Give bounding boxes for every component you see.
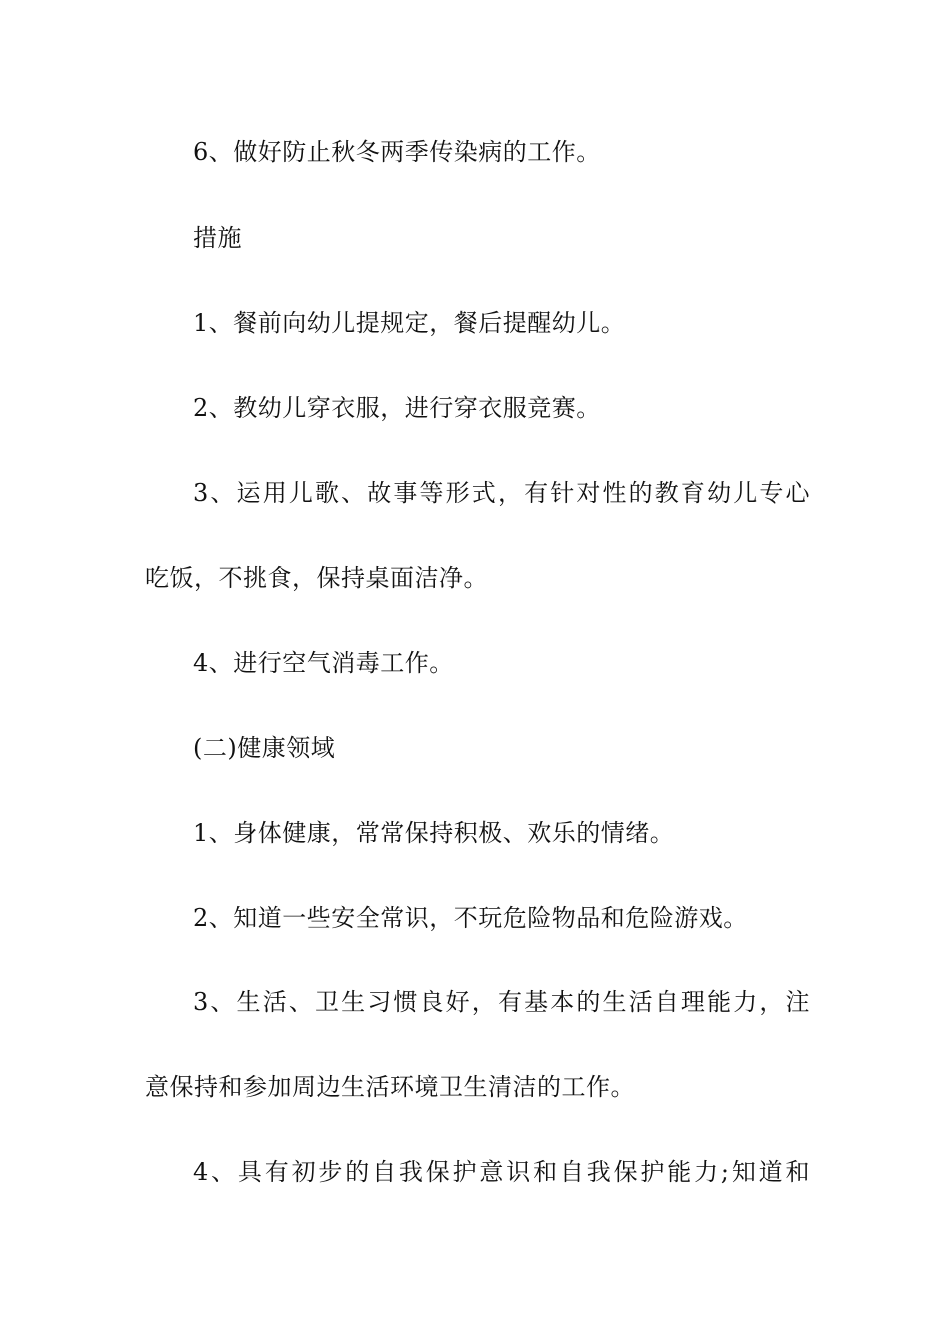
paragraph-measure-4: 4、进行空气消毒工作。 xyxy=(193,649,454,677)
paragraph-measure-3-line-1: 3、运用儿歌、故事等形式，有针对性的教育幼儿专心 xyxy=(193,479,810,507)
paragraph-measure-2: 2、教幼儿穿衣服，进行穿衣服竞赛。 xyxy=(193,394,601,422)
paragraph-health-4-line-1: 4、具有初步的自我保护意识和自我保护能力;知道和 xyxy=(193,1158,810,1186)
paragraph-health-3-line-1: 3、生活、卫生习惯良好，有基本的生活自理能力，注 xyxy=(193,988,810,1016)
paragraph-health-1: 1、身体健康，常常保持积极、欢乐的情绪。 xyxy=(193,819,675,847)
section-heading-measures: 措施 xyxy=(193,224,242,252)
paragraph-health-2: 2、知道一些安全常识，不玩危险物品和危险游戏。 xyxy=(193,904,748,932)
paragraph-measure-3-line-2: 吃饭，不挑食，保持桌面洁净。 xyxy=(145,564,488,592)
paragraph-measure-1: 1、餐前向幼儿提规定，餐后提醒幼儿。 xyxy=(193,309,626,337)
paragraph-health-3-line-2: 意保持和参加周边生活环境卫生清洁的工作。 xyxy=(145,1073,635,1101)
paragraph-item-6-prevent-disease: 6、做好防止秋冬两季传染病的工作。 xyxy=(193,138,601,166)
section-heading-health: (二)健康领域 xyxy=(193,734,336,762)
